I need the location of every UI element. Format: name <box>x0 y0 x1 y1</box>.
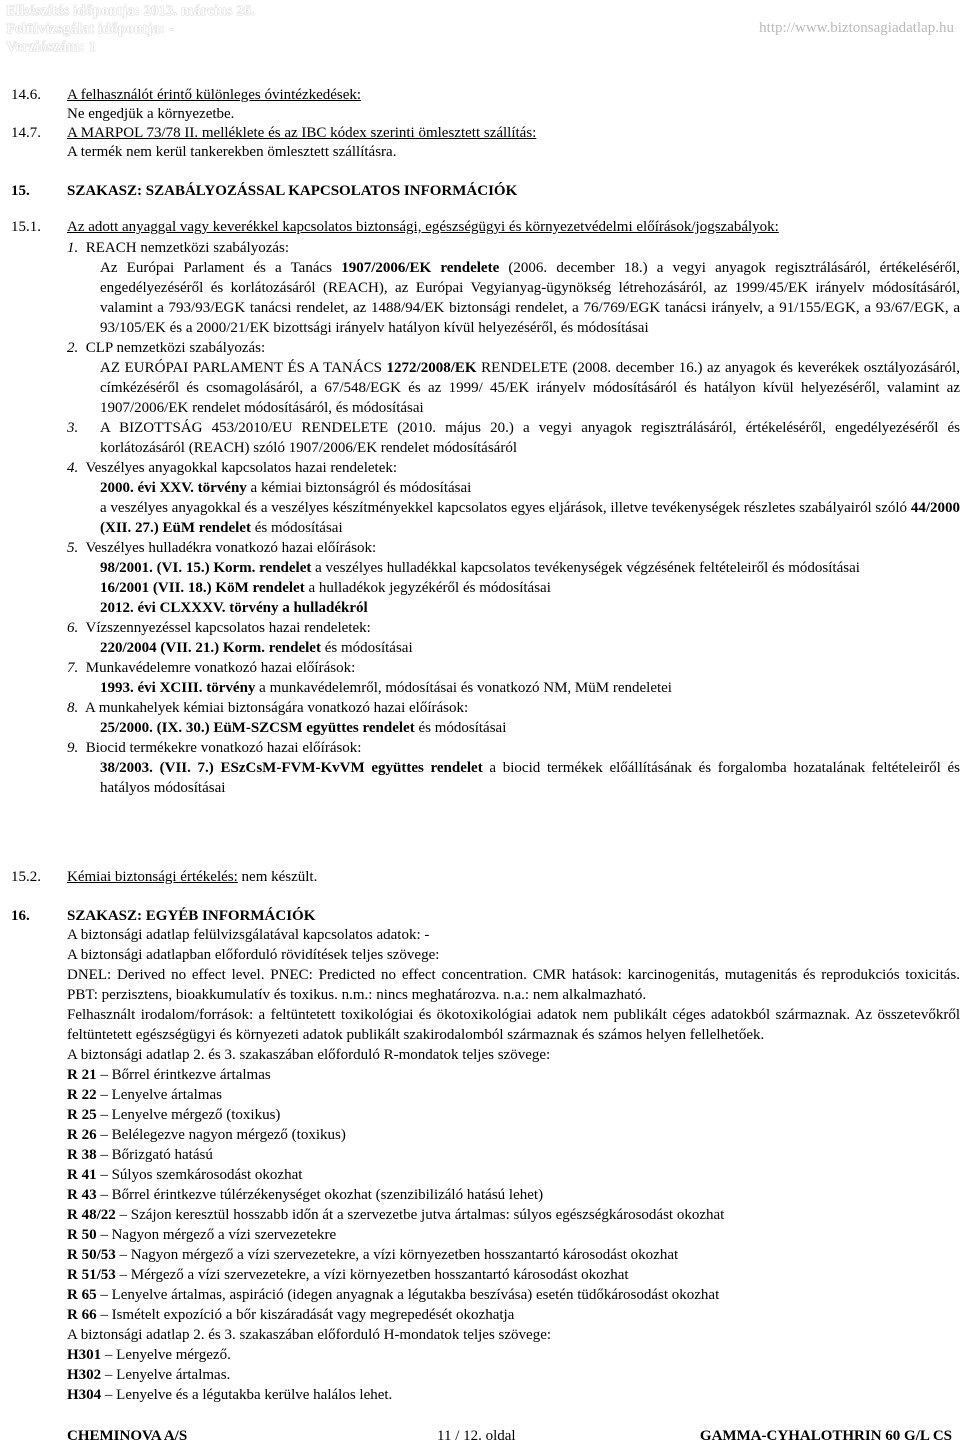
reg-3-title: A BIZOTTSÁG 453/2010/EU RENDELETE (2010. május 20.) a vegyi anyagok regisztrálásáról, értékeléséről, engedélyezéséről és korlátozásáról (REACH) szóló 1907/2006/EK rendelet módosításáról <box>100 420 960 456</box>
reg-1-num: 1. <box>67 240 79 256</box>
reg-8-a: 25/2000. (IX. 30.) EüM-SZCSM együttes rendelet <box>100 720 415 736</box>
reg-1-b: 1907/2006/EK rendelete <box>341 260 500 276</box>
r-phrase-item <box>67 1125 960 1145</box>
reg-8-title: A munkahelyek kémiai biztonságára vonatkozó hazai előírások: <box>84 700 469 716</box>
h-phrase-item <box>67 1345 960 1365</box>
r-phrase-text: – Szájon keresztül hosszabb időn át a szervezetbe jutva ártalmas: súlyos egészségkárosodást okozhat <box>115 1207 725 1223</box>
r-phrase-code: R 50 <box>67 1227 97 1243</box>
page-header <box>6 2 954 56</box>
footer-company: CHEMINOVA A/S <box>67 1428 188 1444</box>
reg-7-num: 7. <box>67 660 79 676</box>
s152-line <box>67 868 317 886</box>
h-phrase-text: – Lenyelve és a légutakba kerülve halálos lehet. <box>101 1387 393 1403</box>
reg-5-title: Veszélyes hulladékra vonatkozó hazai előírások: <box>85 540 377 556</box>
s147-title: A MARPOL 73/78 II. melléklete és az IBC kódex szerinti ömlesztett szállítás: <box>67 125 537 141</box>
reg-6-b: és módosításai <box>320 640 413 656</box>
r-phrases-list <box>67 1065 960 1325</box>
reg-5-num: 5. <box>67 540 79 556</box>
r-phrase-text: – Mérgező a vízi szervezetekre, a vízi környezetben hosszantartó károsodást okozhat <box>115 1267 629 1283</box>
reg-1-title: REACH nemzetközi szabályozás: <box>85 240 290 256</box>
reg-2-c: RENDELETE (2008. december 16.) az anyagok és keverékek osztályozásáról, címkézéséről és csomagolásáról, a 67/548/EGK és az 1999/ 45/EK irányelv módosításáról és hatályon kívül helyezéséről, valamint az 1907/2006/EK rendelet módosításáról, és módosításai <box>100 360 960 416</box>
reg-4-b: a kémiai biztonságról és módosításai <box>246 480 472 496</box>
r-phrase-item <box>67 1185 960 1205</box>
reg-6-num: 6. <box>67 620 79 636</box>
r-phrase-item <box>67 1305 960 1325</box>
r-phrase-item <box>67 1265 960 1285</box>
s151-title: Az adott anyaggal vagy keverékkel kapcsolatos biztonsági, egészségügyi és környezetvédelmi előírások/jogszabályok: <box>67 219 779 235</box>
r-phrase-item <box>67 1205 960 1225</box>
r-phrase-code: R 21 <box>67 1067 97 1083</box>
reg-8-b: és módosításai <box>414 720 507 736</box>
s146-text: Ne engedjük a környezetbe. <box>67 106 235 122</box>
reg-9-a: 38/2003. (VII. 7.) ESzCsM-FVM-KvVM együttes rendelet <box>100 760 483 776</box>
footer-product: GAMMA-CYHALOTHRIN 60 G/L CS <box>699 1428 952 1444</box>
s16-p1: A biztonsági adatlap felülvizsgálatával kapcsolatos adatok: - <box>67 927 430 943</box>
reg-7-a: 1993. évi XCIII. törvény <box>100 680 256 696</box>
s152-text: nem készült. <box>237 869 318 885</box>
h-phrase-code: H304 <box>67 1387 102 1403</box>
s152-title: Kémiai biztonsági értékelés: <box>67 869 238 885</box>
header-date: Elkészítés időpontja: 2013. március 26. <box>6 3 255 19</box>
reg-2-a: AZ EURÓPAI PARLAMENT ÉS A TANÁCS <box>100 360 387 376</box>
s147-num: 14.7. <box>11 125 41 141</box>
r-phrase-text: – Bőrizgató hatású <box>96 1147 213 1163</box>
header-version: Verziószám: 1 <box>6 39 96 55</box>
reg-2-title: CLP nemzetközi szabályozás: <box>85 340 266 356</box>
s16-num: 16. <box>11 908 30 924</box>
r-phrase-text: – Belélegezve nagyon mérgező (toxikus) <box>96 1127 346 1143</box>
s16-p3: DNEL: Derived no effect level. PNEC: Predicted no effect concentration. CMR hatások: karcinogenitás, mutagenitás és reprodukciós toxicitás. PBT: perzisztens, bioakkumulatív és toxikus. n.m.: nincs meghatározva. n.a.: nem alkalmazható. <box>67 967 960 1003</box>
header-review: Felülvizsgálat időpontja: - <box>6 21 174 37</box>
s152-num: 15.2. <box>11 869 41 885</box>
reg-3-num: 3. <box>67 420 79 436</box>
r-phrase-text: – Nagyon mérgező a vízi szervezetekre, a vízi környezetben hosszantartó károsodást okozhat <box>115 1247 679 1263</box>
s16-p5: A biztonsági adatlap 2. és 3. szakaszában előforduló R-mondatok teljes szövege: <box>67 1047 551 1063</box>
page-footer <box>67 1428 952 1445</box>
r-phrase-text: – Lenyelve ártalmas <box>96 1087 222 1103</box>
r-phrase-code: R 22 <box>67 1087 97 1103</box>
reg-4-num: 4. <box>67 460 79 476</box>
r-phrase-code: R 50/53 <box>67 1247 116 1263</box>
h-phrases-list <box>67 1345 960 1405</box>
r-phrase-code: R 65 <box>67 1287 97 1303</box>
r-phrase-item <box>67 1105 960 1125</box>
r-phrase-item <box>67 1245 960 1265</box>
reg-9-num: 9. <box>67 740 79 756</box>
r-phrase-code: R 41 <box>67 1167 97 1183</box>
h-phrase-text: – Lenyelve mérgező. <box>101 1347 231 1363</box>
reg-2-b: 1272/2008/EK <box>386 360 477 376</box>
reg-4-e: és módosításai <box>250 520 343 536</box>
reg-1-c: (2006. december 18.) a vegyi anyagok regisztrálásáról, értékeléséről, engedélyezéséről és korlátozásáról (REACH), az Európai Vegyianyag-ügynökség létrehozásáról, az 1999/45/EK irányelv módosításáról, valamint a 793/93/EGK tanácsi rendelet, az 1488/94/EK biztonsági rendelet, a 76/769/EGK tanácsi irányelv, a 91/155/EGK, a 93/67/EGK, a 93/105/EK és a 2000/21/EK bizottsági irányelv hatályon kívül helyezéséről, és módosításai <box>100 260 960 336</box>
s16-body <box>67 925 960 1405</box>
s16-p6: A biztonsági adatlap 2. és 3. szakaszában előforduló H-mondatok teljes szövege: <box>67 1327 552 1343</box>
reg-4-d: 44/2000 (XII. 27.) EüM rendelet <box>100 500 960 536</box>
r-phrase-text: – Ismételt expozíció a bőr kiszáradását vagy megrepedését okozhatja <box>96 1307 515 1323</box>
r-phrase-item <box>67 1065 960 1085</box>
r-phrase-text: – Lenyelve ártalmas, aspiráció (idegen anyagnak a légutakba beszívása) esetén tüdőkárosodást okozhat <box>96 1287 720 1303</box>
r-phrase-text: – Bőrrel érintkezve túlérzékenységet okozhat (szenzibilizáló hatású lehet) <box>96 1187 544 1203</box>
regulations-list <box>67 238 960 798</box>
r-phrase-item <box>67 1165 960 1185</box>
r-phrase-code: R 43 <box>67 1187 97 1203</box>
footer-page: 11 / 12. oldal <box>437 1428 516 1444</box>
reg-9-b: a biocid termékek előállításának és forgalomba hozatalának feltételeiről és hatályos módosításai <box>100 760 960 796</box>
r-phrase-code: R 51/53 <box>67 1267 116 1283</box>
r-phrase-text: – Bőrrel érintkezve ártalmas <box>96 1067 271 1083</box>
s16-title: SZAKASZ: EGYÉB INFORMÁCIÓK <box>67 908 316 924</box>
reg-5-c: 16/2001 (VII. 18.) KöM rendelet <box>100 580 305 596</box>
reg-6-title: Vízszennyezéssel kapcsolatos hazai rendeletek: <box>85 620 371 636</box>
s16-p2: A biztonsági adatlapban előforduló rövidítések teljes szövege: <box>67 947 440 963</box>
r-phrase-item <box>67 1225 960 1245</box>
header-url[interactable]: http://www.biztonsagiadatlap.hu <box>759 20 954 36</box>
reg-9-title: Biocid termékekre vonatkozó hazai előírások: <box>85 740 362 756</box>
r-phrase-code: R 26 <box>67 1127 97 1143</box>
h-phrase-item <box>67 1365 960 1385</box>
reg-7-b: a munkavédelemről, módosításai és vonatkozó NM, MüM rendeletei <box>255 680 672 696</box>
reg-8-num: 8. <box>67 700 79 716</box>
r-phrase-code: R 48/22 <box>67 1207 116 1223</box>
r-phrase-text: – Lenyelve mérgező (toxikus) <box>96 1107 281 1123</box>
reg-5-b: a veszélyes hulladékkal kapcsolatos tevékenységek végzésének feltételeiről és módosításai <box>311 560 860 576</box>
reg-4-a: 2000. évi XXV. törvény <box>100 480 247 496</box>
r-phrase-code: R 38 <box>67 1147 97 1163</box>
reg-5-a: 98/2001. (VI. 15.) Korm. rendelet <box>100 560 312 576</box>
h-phrase-item <box>67 1385 960 1405</box>
h-phrase-code: H302 <box>67 1367 102 1383</box>
r-phrase-text: – Nagyon mérgező a vízi szervezetekre <box>96 1227 337 1243</box>
s147-text: A termék nem kerül tankerekben ömlesztett szállításra. <box>67 144 397 160</box>
r-phrase-code: R 66 <box>67 1307 97 1323</box>
s146-num: 14.6. <box>11 87 41 103</box>
h-phrase-text: – Lenyelve ártalmas. <box>101 1367 231 1383</box>
reg-7-title: Munkavédelemre vonatkozó hazai előírások: <box>85 660 356 676</box>
r-phrase-item <box>67 1145 960 1165</box>
h-phrase-code: H301 <box>67 1347 102 1363</box>
reg-4-title: Veszélyes anyagokkal kapcsolatos hazai rendeletek: <box>85 460 398 476</box>
reg-5-e: 2012. évi CLXXXV. törvény a hulladékról <box>100 600 368 616</box>
reg-2-num: 2. <box>67 340 79 356</box>
s15-title: SZAKASZ: SZABÁLYOZÁSSAL KAPCSOLATOS INFORMÁCIÓK <box>67 183 518 199</box>
r-phrase-code: R 25 <box>67 1107 97 1123</box>
s16-p4: Felhasznált irodalom/források: a feltüntetett toxikológiai és ökotoxikológiai adatok nem publikált céges adatokból származnak. Az összetevőkről feltüntetett egészségügyi és környezeti adatok publikált szakirodalomból származnak és számos helyen fellelhetőek. <box>67 1007 960 1043</box>
reg-1-a: Az Európai Parlament és a Tanács <box>100 260 342 276</box>
r-phrase-text: – Súlyos szemkárosodást okozhat <box>96 1167 303 1183</box>
r-phrase-item <box>67 1085 960 1105</box>
r-phrase-item <box>67 1285 960 1305</box>
s151-num: 15.1. <box>11 219 41 235</box>
s146-title: A felhasználót érintő különleges óvintézkedések: <box>67 87 362 103</box>
reg-4-c: a veszélyes anyagokkal és a veszélyes készítményekkel kapcsolatos egyes eljárások, illetve tevékenységek részletes szabályairól szóló <box>100 500 911 516</box>
s15-num: 15. <box>11 183 30 199</box>
reg-5-d: a hulladékok jegyzékéről és módosításai <box>304 580 551 596</box>
reg-6-a: 220/2004 (VII. 21.) Korm. rendelet <box>100 640 321 656</box>
